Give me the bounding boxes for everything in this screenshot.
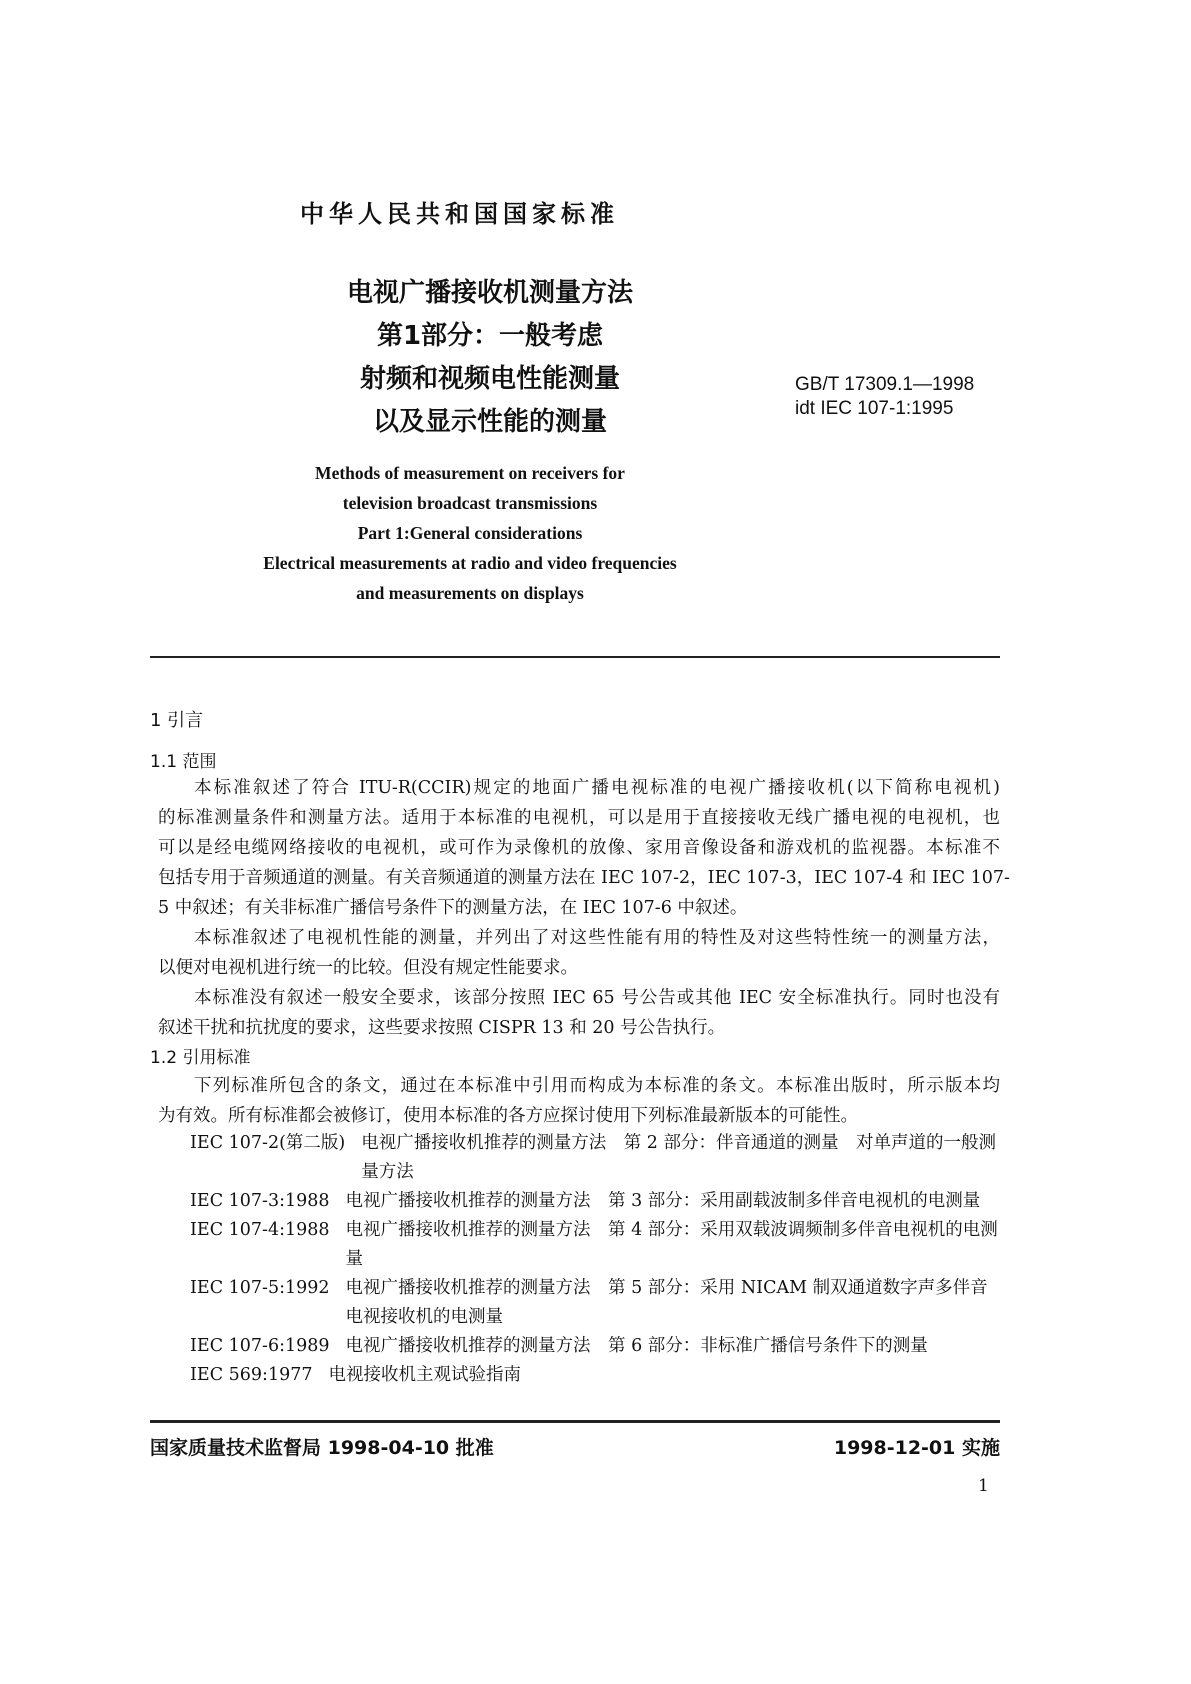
title-line: and measurements on displays [356, 583, 584, 603]
reference-code: IEC 107-2(第二版) [190, 1133, 346, 1153]
title-line: 电视广播接收机测量方法 [346, 278, 633, 308]
reference-code: IEC 107-6:1989 [190, 1336, 330, 1356]
reference-code: IEC 107-4:1988 [190, 1220, 330, 1240]
reference-list [190, 1129, 1002, 1390]
document-header: 中华人民共和国国家标准 [300, 200, 619, 228]
reference-code: IEC 107-5:1992 [190, 1278, 330, 1298]
section-heading: 1.1 范围 [150, 752, 217, 772]
title-line: television broadcast transmissions [342, 493, 598, 513]
title-line: 射频和视频电性能测量 [359, 364, 620, 394]
title-line: Part 1:General considerations [357, 523, 583, 543]
standard-code [795, 373, 974, 421]
chinese-title [280, 272, 700, 444]
page-number: 1 [978, 1476, 989, 1496]
section-heading: 1 引言 [150, 710, 204, 731]
title-line: 以及显示性能的测量 [372, 407, 607, 437]
english-title [200, 458, 740, 608]
text-line: 本标准没有叙述一般安全要求，该部分按照 IEC 65 号公告或其他 IEC 安全标准执行。同时也没有 [194, 988, 1000, 1008]
reference-title: 电视广播接收机推荐的测量方法 第 3 部分：采用副载波制多伴音电视机的电测量 [345, 1191, 981, 1211]
text-line: 叙述干扰和抗扰度的要求，这些要求按照 CISPR 13 和 20 号公告执行。 [158, 1018, 726, 1038]
reference-item [190, 1332, 1002, 1361]
text-line: 为有效。所有标准都会被修订，使用本标准的各方应探讨使用下列标准最新版本的可能性。 [158, 1106, 858, 1126]
reference-title: 电视广播接收机推荐的测量方法 第 4 部分：采用双载波调频制多伴音电视机的电测量 [345, 1220, 998, 1269]
text-line: 可以是经电缆网络接收的电视机，或可作为录像机的放像、家用音像设备和游戏机的监视器。本标准不 [158, 838, 1000, 858]
gb-code: GB/T 17309.1—1998 [795, 374, 975, 395]
reference-title: 电视接收机主观试验指南 [328, 1365, 521, 1385]
reference-title: 电视广播接收机推荐的测量方法 第 5 部分：采用 NICAM 制双通道数字声多伴音电视接收机的电测量 [345, 1278, 988, 1327]
reference-item [190, 1187, 1002, 1216]
references-intro [158, 1071, 1000, 1131]
reference-item [190, 1129, 1002, 1187]
title-line: Electrical measurements at radio and video frequencies [263, 553, 677, 573]
reference-code: IEC 107-3:1988 [190, 1191, 330, 1211]
footer-divider [150, 1420, 1000, 1423]
text-line: 的标准测量条件和测量方法。适用于本标准的电视机，可以是用于直接接收无线广播电视的电视机，也 [158, 808, 1000, 828]
reference-item [190, 1216, 1002, 1274]
text-line: 下列标准所包含的条文，通过在本标准中引用而构成为本标准的条文。本标准出版时，所示版本均 [194, 1076, 1000, 1096]
reference-item [190, 1274, 1002, 1332]
text-line: 以便对电视机进行统一的比较。但没有规定性能要求。 [158, 958, 578, 978]
title-line: Methods of measurement on receivers for [315, 463, 625, 483]
reference-item [190, 1361, 1002, 1390]
text-line: 本标准叙述了符合 ITU-R(CCIR)规定的地面广播电视标准的电视广播接收机(以下简称电视机) [194, 778, 1000, 798]
approval-date: 国家质量技术监督局 1998-04-10 批准 [150, 1437, 494, 1459]
divider [150, 656, 1000, 658]
text-line: 包括专用于音频通道的测量。有关音频通道的测量方法在 IEC 107-2，IEC 107-3，IEC 107-4 和 IEC 107- [158, 868, 1010, 888]
reference-title: 电视广播接收机推荐的测量方法 第 6 部分：非标准广播信号条件下的测量 [345, 1336, 928, 1356]
effective-date: 1998-12-01 实施 [833, 1437, 1000, 1459]
scope-text [158, 773, 1010, 1043]
text-line: 5 中叙述；有关非标准广播信号条件下的测量方法，在 IEC 107-6 中叙述。 [158, 898, 748, 918]
reference-code: IEC 569:1977 [190, 1365, 313, 1385]
idt-code: idt IEC 107-1:1995 [795, 398, 954, 419]
title-line: 第1部分：一般考虑 [376, 321, 604, 351]
reference-title: 电视广播接收机推荐的测量方法 第 2 部分：伴音通道的测量 对单声道的一般测量方法 [361, 1133, 997, 1182]
section-heading: 1.2 引用标准 [150, 1048, 251, 1068]
text-line: 本标准叙述了电视机性能的测量，并列出了对这些性能有用的特性及对这些特性统一的测量方法， [194, 928, 1000, 948]
